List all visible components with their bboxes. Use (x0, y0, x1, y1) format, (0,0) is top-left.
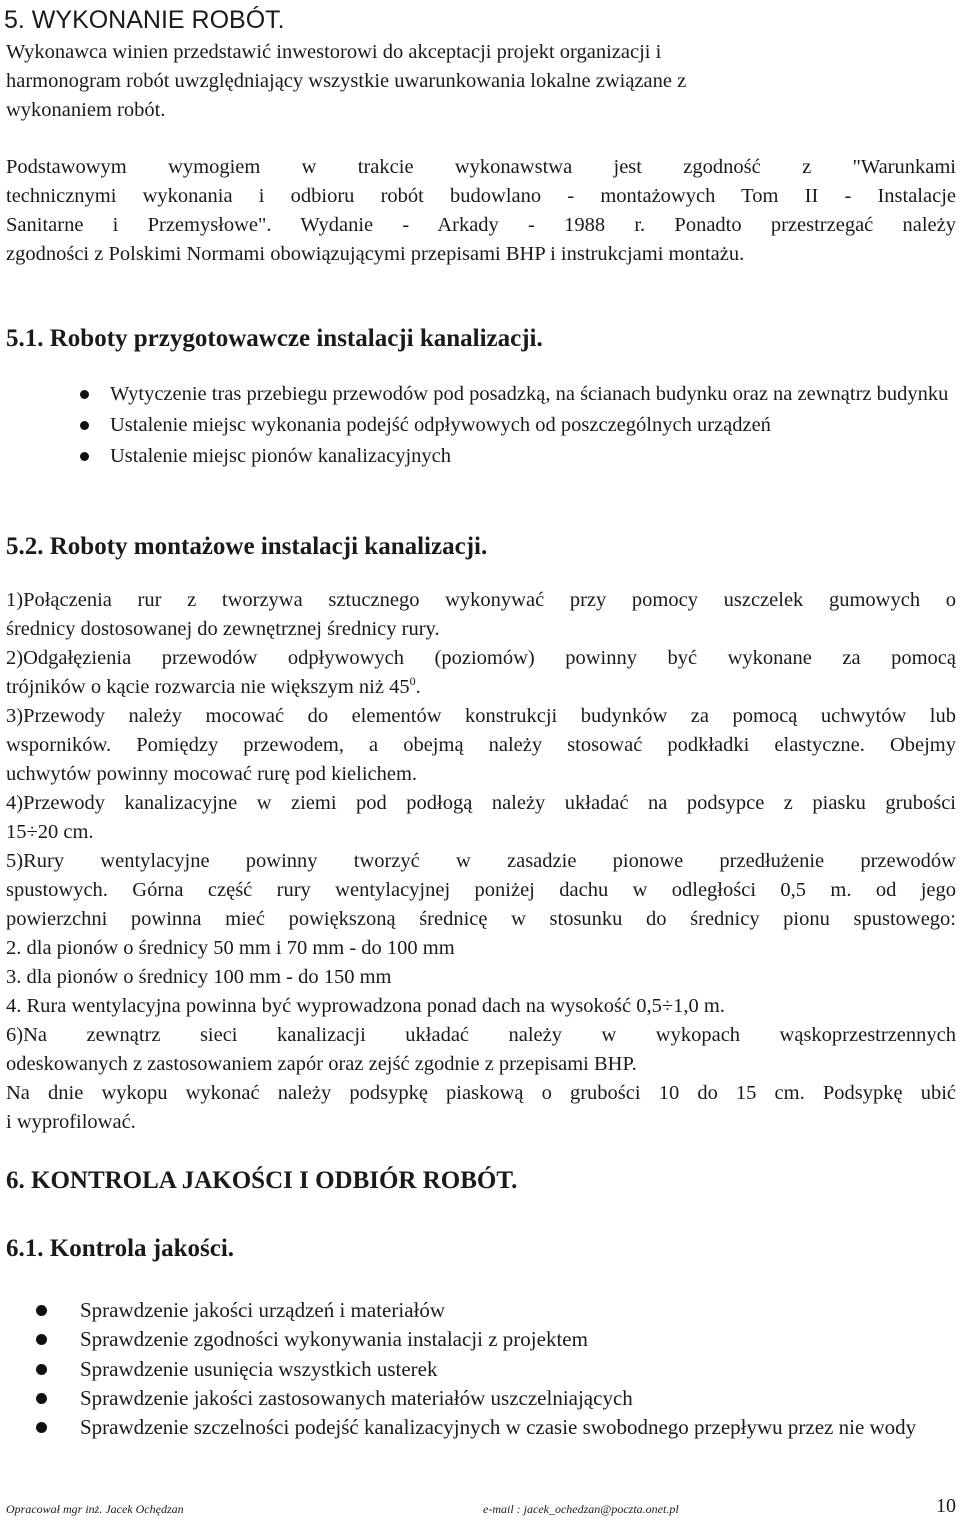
body-line: średnicy dostosowanej do zewnętrznej średnicy rury. (6, 618, 440, 640)
body-line-end: . (415, 676, 421, 698)
body-line: 3. dla pionów o średnicy 100 mm - do 150 mm (6, 966, 392, 988)
footer-author: Opracował mgr inż. Jacek Ochędzan (6, 1502, 184, 1516)
requirements-line: zgodności z Polskimi Normami obowiązującymi przepisami BHP i instrukcjami montażu. (6, 243, 745, 265)
body-line: i wyprofilować. (6, 1111, 136, 1133)
body-line: 3)Przewody należy mocować do elementów konstrukcji budynków za pomocą uchwytów lub (6, 705, 956, 727)
bullet-icon (36, 1334, 47, 1345)
body-line-text: trójników o kącie rozwarcia nie większym niż 45 (6, 676, 410, 698)
body-line: Na dnie wykopu wykonać należy podsypkę piaskową o grubości 10 do 15 cm. Podsypkę ubić (6, 1082, 956, 1104)
preparation-list (80, 380, 956, 471)
body-line: 4. Rura wentylacyjna powinna być wyprowadzona ponad dach na wysokość 0,5÷1,0 m. (6, 995, 725, 1017)
list-item-text: Sprawdzenie usunięcia wszystkich usterek (80, 1356, 438, 1381)
requirements-line: Podstawowym wymogiem w trakcie wykonawstwa jest zgodność z "Warunkami (6, 156, 956, 178)
body-line: spustowych. Górna część rury wentylacyjnej poniżej dachu w odległości 0,5 m. od jego (6, 879, 956, 901)
bullet-icon (80, 390, 89, 399)
body-line: wsporników. Pomiędzy przewodem, a obejmą należy stosować podkładki elastyczne. Obejmy (6, 734, 956, 756)
body-line: 15÷20 cm. (6, 821, 94, 843)
bullet-icon (80, 452, 89, 461)
list-item (80, 380, 956, 409)
body-line: 5)Rury wentylacyjne powinny tworzyć w zasadzie pionowe przedłużenie przewodów (6, 850, 956, 872)
body-line: 2)Odgałęzienia przewodów odpływowych (poziomów) powinny być wykonane za pomocą (6, 647, 956, 669)
quality-check-list (36, 1296, 956, 1442)
list-item (36, 1355, 956, 1384)
body-line: odeskowanych z zastosowaniem zapór oraz zejść zgodnie z przepisami BHP. (6, 1053, 637, 1075)
body-line: 2. dla pionów o średnicy 50 mm i 70 mm - do 100 mm (6, 937, 455, 959)
section-6-heading: 6. KONTROLA JAKOŚCI I ODBIÓR ROBÓT. (6, 1167, 518, 1194)
list-item (36, 1325, 956, 1354)
page-footer (6, 1495, 956, 1519)
list-item (80, 411, 956, 440)
list-item (36, 1413, 956, 1442)
list-item-text: Sprawdzenie jakości zastosowanych materiałów uszczelniających (80, 1385, 633, 1410)
bullet-icon (36, 1364, 47, 1375)
page-number: 10 (936, 1495, 956, 1517)
bullet-icon (36, 1305, 47, 1316)
list-item-text: Sprawdzenie zgodności wykonywania instalacji z projektem (80, 1327, 588, 1352)
section-5-1-heading: 5.1. Roboty przygotowawcze instalacji kanalizacji. (6, 325, 543, 352)
body-line: uchwytów powinny mocować rurę pod kielichem. (6, 763, 418, 785)
requirements-paragraph (6, 153, 956, 269)
list-item (36, 1296, 956, 1325)
list-item-text: Ustalenie miejsc pionów kanalizacyjnych (110, 445, 451, 467)
intro-line: harmonogram robót uwzględniający wszystkie uwarunkowania lokalne związane z (6, 70, 687, 92)
intro-line: Wykonawca winien przedstawić inwestorowi do akceptacji projekt organizacji i (6, 41, 662, 63)
section-5-2-heading: 5.2. Roboty montażowe instalacji kanalizacji. (6, 533, 488, 560)
intro-paragraph (6, 38, 956, 125)
bullet-icon (36, 1393, 47, 1404)
list-item-text: Sprawdzenie szczelności podejść kanalizacyjnych w czasie swobodnego przepływu przez nie wody (80, 1415, 917, 1440)
requirements-line: technicznymi wykonania i odbioru robót budowlano - montażowych Tom II - Instalacje (6, 185, 956, 207)
list-item (80, 442, 956, 471)
body-line (6, 673, 956, 702)
list-item-text: Wytyczenie tras przebiegu przewodów pod posadzką, na ścianach budynku oraz na zewnątrz budynku (110, 383, 949, 405)
degree-superscript: 0 (409, 674, 416, 689)
requirements-line: Sanitarne i Przemysłowe". Wydanie - Arkady - 1988 r. Ponadto przestrzegać należy (6, 214, 956, 236)
bullet-icon (80, 421, 89, 430)
intro-line: wykonaniem robót. (6, 99, 166, 121)
list-item-text: Sprawdzenie jakości urządzeń i materiałów (80, 1298, 446, 1322)
section-5-heading: 5. WYKONANIE ROBÓT. (4, 6, 285, 34)
installation-paragraph (6, 586, 956, 1137)
body-line: 4)Przewody kanalizacyjne w ziemi pod podłogą należy układać na podsypce z piasku grubości (6, 792, 956, 814)
section-6-1-heading: 6.1. Kontrola jakości. (6, 1235, 235, 1262)
bullet-icon (36, 1422, 47, 1433)
footer-email: e-mail : jacek_ochedzan@poczta.onet.pl (483, 1502, 679, 1516)
body-line: powierzchni powinna mieć powiększoną średnicę w stosunku do średnicy pionu spustowego: (6, 908, 956, 930)
list-item-text: Ustalenie miejsc wykonania podejść odpływowych od poszczególnych urządzeń (110, 414, 771, 436)
body-line: 6)Na zewnątrz sieci kanalizacji układać należy w wykopach wąskoprzestrzennych (6, 1024, 956, 1046)
body-line: 1)Połączenia rur z tworzywa sztucznego wykonywać przy pomocy uszczelek gumowych o (6, 589, 956, 611)
list-item (36, 1384, 956, 1413)
